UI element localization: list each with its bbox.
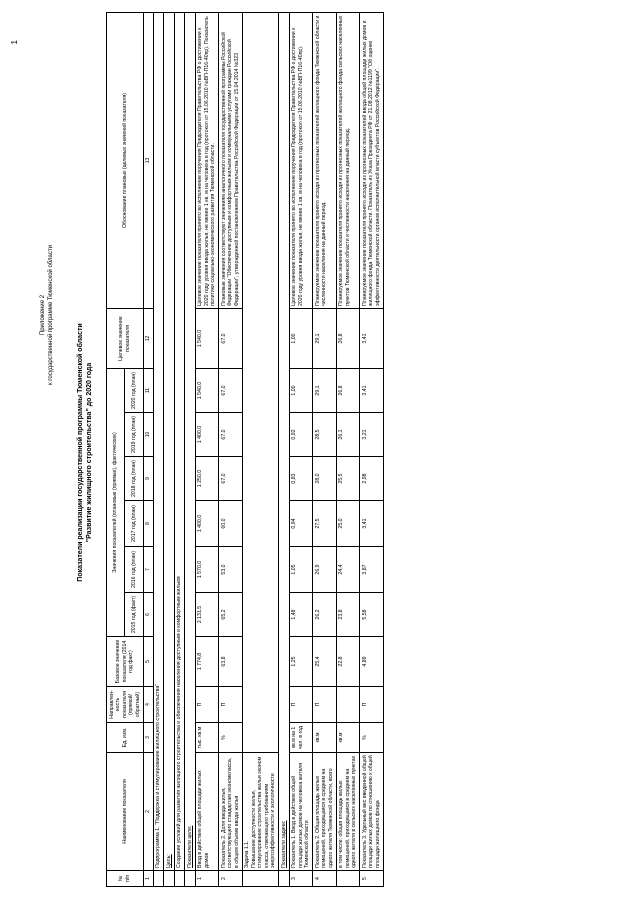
row-name: Показатель 2. Доля ввода жилья, соответствующего стандартам экономкласса, в общем объеме ввода жилья bbox=[219, 753, 243, 871]
row-2017: 60,0 bbox=[219, 501, 243, 547]
row-rationale: Планируемое значение показателя принято исходя из прогнозных показателей жилищного фонда сельских населенных пунктов Тюменской области и численности населения на данный период. bbox=[336, 13, 360, 309]
row-unit: кв.м на 1 чел. в год bbox=[289, 723, 313, 753]
col-index: 4 bbox=[143, 687, 153, 723]
row-direction: П bbox=[195, 687, 219, 723]
col-index: 5 bbox=[143, 637, 153, 687]
row-2016: 1,05 bbox=[289, 547, 313, 593]
header-2018: 2018 год (план) bbox=[125, 457, 143, 501]
row-unit: % bbox=[219, 723, 243, 753]
col-index: 3 bbox=[143, 723, 153, 753]
row-base: 1 774,8 bbox=[195, 637, 219, 687]
row-2017: 3,41 bbox=[360, 501, 384, 547]
goal-label: Цель: bbox=[164, 13, 175, 871]
header-values-group: Значения показателей (плановые (прямые), фактические) bbox=[107, 369, 125, 637]
row-2016: 24,4 bbox=[336, 547, 360, 593]
header-rationale: Обоснование плановых (целевых значений показателя) bbox=[107, 13, 144, 309]
header-2020: 2020 год (план) bbox=[125, 369, 143, 413]
row-2017: 0,94 bbox=[289, 501, 313, 547]
row-2018: 67,0 bbox=[219, 457, 243, 501]
appendix-note bbox=[40, 245, 56, 385]
row-2018: 0,83 bbox=[289, 457, 313, 501]
subprogram-row bbox=[153, 13, 164, 887]
task-indicators-label: Показатели задачи: bbox=[279, 13, 290, 871]
row-2015: 26,2 bbox=[313, 593, 337, 637]
row-2015: 5,58 bbox=[360, 593, 384, 637]
row-direction: П bbox=[289, 687, 313, 723]
header-target: Целевое значение показателя bbox=[107, 309, 144, 369]
row-direction bbox=[336, 687, 360, 723]
col-index: 1 bbox=[143, 871, 153, 887]
table-row bbox=[219, 13, 243, 887]
row-2019: 67,0 bbox=[219, 413, 243, 457]
row-rationale: Планируемое значение показателя принято исходя из прогнозных показателей ввода общей площади жилых домов и жилищного фонда Тюменской области. Показатель из Указа Президента РФ от 21.08.2012 №1199 "Об оценке эффективности деятельности органов исполнительной власти субъектов Российской Федерации". bbox=[360, 13, 384, 309]
header-name: Наименование показателя bbox=[107, 753, 144, 871]
row-name: Показатель 3. Удельный вес введенной общей площади жилых домов по отношению к общей площади жилищного фонда bbox=[360, 753, 384, 871]
col-index: 8 bbox=[143, 501, 153, 547]
row-rationale: Планируемое значение показателя принято исходя из прогнозных показателей жилищного фонда Тюменской области и численности населения на данный период. bbox=[313, 13, 337, 309]
task-row bbox=[242, 13, 279, 887]
row-2016: 53,0 bbox=[219, 547, 243, 593]
table-row bbox=[289, 13, 313, 887]
task-indicators-row bbox=[279, 13, 290, 887]
row-2017: 27,5 bbox=[313, 501, 337, 547]
row-2020: 1,00 bbox=[289, 369, 313, 413]
row-2015: 23,8 bbox=[336, 593, 360, 637]
row-unit: кв.м bbox=[313, 723, 337, 753]
row-2020: 29,1 bbox=[313, 369, 337, 413]
row-2016: 26,9 bbox=[313, 547, 337, 593]
row-target: 67,0 bbox=[219, 309, 243, 369]
row-2019: 0,92 bbox=[289, 413, 313, 457]
row-2017: 25,0 bbox=[336, 501, 360, 547]
row-num: 4 bbox=[313, 871, 337, 887]
row-unit: тыс. кв.м bbox=[195, 723, 219, 753]
row-direction: П bbox=[313, 687, 337, 723]
row-2020: 67,0 bbox=[219, 369, 243, 413]
row-2019: 1 400,0 bbox=[195, 413, 219, 457]
row-base: 1,25 bbox=[289, 637, 313, 687]
header-base: Базовое значение показателя (2014 год факт) bbox=[107, 637, 144, 687]
col-index: 10 bbox=[143, 413, 153, 457]
task-cell bbox=[242, 753, 279, 871]
row-num: 2 bbox=[219, 871, 243, 887]
row-target: 3,41 bbox=[360, 309, 384, 369]
row-base: 25,4 bbox=[313, 637, 337, 687]
page-number: 1 bbox=[10, 40, 19, 45]
col-index: 6 bbox=[143, 593, 153, 637]
row-rationale: Плановые значения соответствуют значениям аналогичного показателя государственной программы Российской Федерации "Обеспечение доступным и комфортным жильем и коммунальными услугами граждан Российской Федерации", утвержденной постановлением Правительства Российской Федерации от 15.04.2014 №323 bbox=[219, 13, 243, 309]
row-direction: П bbox=[360, 687, 384, 723]
col-index: 7 bbox=[143, 547, 153, 593]
table-row bbox=[313, 13, 337, 887]
goal-label-row bbox=[164, 13, 175, 887]
header-2015: 2015 год (факт) bbox=[125, 593, 143, 637]
goal-text: Создание условий для развития жилищного строительства и обеспечения населения доступным и комфортным жильем bbox=[174, 13, 185, 871]
row-direction: П bbox=[219, 687, 243, 723]
col-index: 2 bbox=[143, 753, 153, 871]
row-base: 4,89 bbox=[360, 637, 384, 687]
row-2017: 1 400,0 bbox=[195, 501, 219, 547]
row-name: Показатель 1. Ввод в действие общей площади жилых домов на человека жителя Тюменской области bbox=[289, 753, 313, 871]
header-2017: 2017 год (план) bbox=[125, 501, 143, 547]
goal-row bbox=[174, 13, 185, 887]
col-index: 11 bbox=[143, 369, 153, 413]
row-2015: 65,2 bbox=[219, 593, 243, 637]
indicators-table bbox=[106, 12, 384, 887]
table-row bbox=[336, 13, 360, 887]
col-index: 13 bbox=[143, 13, 153, 309]
task-label: Задача 1.1. bbox=[244, 840, 251, 868]
table-row bbox=[360, 13, 384, 887]
row-num: 5 bbox=[360, 871, 384, 887]
row-name: Показатель 2. Общая площадь жилых помещений, приходящаяся в среднем на одного жителя Тюменской области, всего bbox=[313, 753, 337, 871]
row-2019: 28,5 bbox=[313, 413, 337, 457]
header-unit: Ед. изм. bbox=[107, 723, 144, 753]
row-2015: 2 131,5 bbox=[195, 593, 219, 637]
row-rationale: Целевое значение показателя принято во исполнение поручения Председателя Правительства РФ о достижении к 2020 году уровня ввода жилья, не менее 1 кв. м на человека в год (протокол от 15.06.2010 №ВП-П16-40пр). Показатель политики социально-экономического развития Тюменской области. bbox=[195, 13, 219, 309]
appendix-line-2: к государственной программе Тюменской области bbox=[47, 245, 54, 385]
row-rationale: Целевое значение показателя принято во исполнение поручения Председателя Правительства РФ о достижении к 2020 году уровня ввода жилья, не менее 1 кв. м на человека в год (протокол от 15.06.2010 №ВП-П16-40пр). bbox=[289, 13, 313, 309]
row-name: в том числе: общая площадь жилых помещений, приходящаяся в среднем на одного жителя в сельских населенных пунктах bbox=[336, 753, 360, 871]
row-2020: 1 540,0 bbox=[195, 369, 219, 413]
document-title bbox=[76, 0, 95, 905]
indicators-label: Показатели цели: bbox=[185, 13, 196, 871]
row-2018: 2,98 bbox=[360, 457, 384, 501]
row-2019: 26,1 bbox=[336, 413, 360, 457]
row-unit: кв.м bbox=[336, 723, 360, 753]
row-2020: 3,41 bbox=[360, 369, 384, 413]
row-2016: 1 570,0 bbox=[195, 547, 219, 593]
row-2018: 1 250,0 bbox=[195, 457, 219, 501]
row-2020: 26,8 bbox=[336, 369, 360, 413]
row-num bbox=[336, 871, 360, 887]
row-2015: 1,48 bbox=[289, 593, 313, 637]
task-text: Повышение доступности жилья, стимулирование строительства жилья эконом класса, отвечающего требованиям энергоэффективности и экологичности bbox=[250, 756, 277, 868]
row-target: 1,00 bbox=[289, 309, 313, 369]
row-num: 3 bbox=[289, 871, 313, 887]
header-num: № п/п bbox=[107, 871, 144, 887]
row-2016: 3,87 bbox=[360, 547, 384, 593]
row-2018: 28,0 bbox=[313, 457, 337, 501]
appendix-line-1: Приложение 2 bbox=[40, 294, 46, 336]
col-index: 9 bbox=[143, 457, 153, 501]
row-target: 1 540,0 bbox=[195, 309, 219, 369]
row-target: 29,1 bbox=[313, 309, 337, 369]
row-name: Ввод в действие общей площади жилых домов bbox=[195, 753, 219, 871]
row-num: 1 bbox=[195, 871, 219, 887]
row-target: 26,8 bbox=[336, 309, 360, 369]
header-row-1 bbox=[107, 13, 125, 887]
header-2016: 2016 год (план) bbox=[125, 547, 143, 593]
column-index-row bbox=[143, 13, 153, 887]
row-base: 22,8 bbox=[336, 637, 360, 687]
subprogram-title: Подпрограмма 1. "Поддержка и стимулирование жилищного строительства" bbox=[153, 13, 164, 871]
row-base: 63,8 bbox=[219, 637, 243, 687]
header-2019: 2019 год (план) bbox=[125, 413, 143, 457]
row-unit: % bbox=[360, 723, 384, 753]
row-2018: 25,5 bbox=[336, 457, 360, 501]
table-row bbox=[195, 13, 219, 887]
col-index: 12 bbox=[143, 309, 153, 369]
title-line-1: Показатели реализации государственной программы Тюменской области bbox=[77, 323, 84, 582]
title-line-2: "Развитие жилищного строительства" до 2020 года bbox=[86, 362, 94, 543]
header-direction: Направлен-ность показателя (прямой/ обратный) bbox=[107, 687, 144, 723]
indicators-label-row bbox=[185, 13, 196, 887]
row-2019: 3,21 bbox=[360, 413, 384, 457]
